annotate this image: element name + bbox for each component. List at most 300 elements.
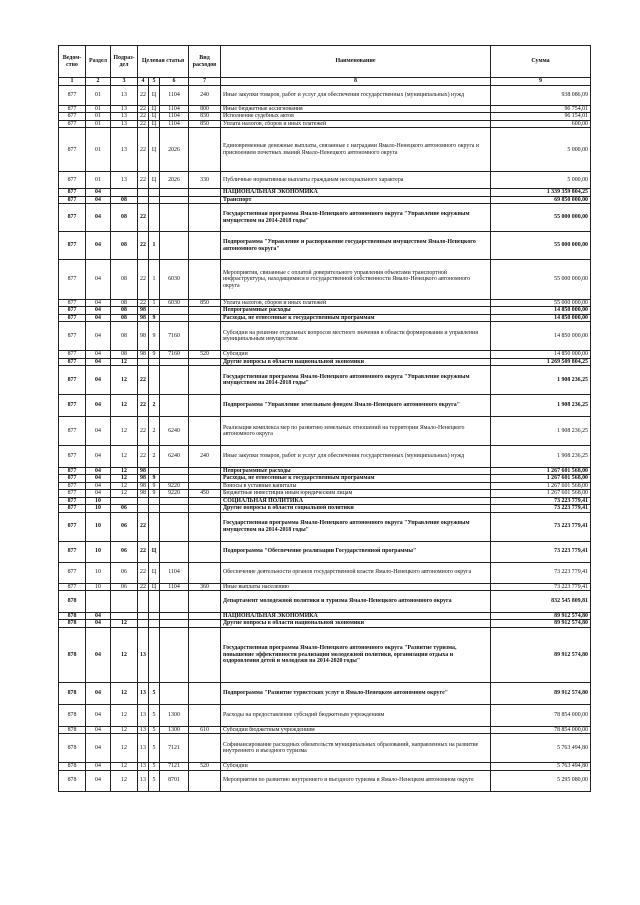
cell-vid: 450 [189,490,221,497]
cell-razdel: 10 [86,583,111,590]
cell-vid [189,307,221,314]
cell-ved: 877 [59,322,86,351]
cell-name: Уплата налогов, сборов и иных платежей [221,120,491,127]
cell-name: Бюджетные инвестиции иным юридическим лицам [221,490,491,497]
cell-ved: 877 [59,417,86,446]
cell-podrazdel [111,497,138,504]
cell-podrazdel: 08 [111,322,138,351]
cell-ved: 877 [59,583,86,590]
cell-razdel: 04 [86,314,111,321]
col-num: 5 [149,78,160,86]
cell-razdel: 04 [86,307,111,314]
cell-target-1: 22 [138,541,149,562]
cell-target-1: 22 [138,562,149,583]
cell-razdel: 04 [86,627,111,682]
col-num: 8 [221,78,491,86]
cell-ved: 877 [59,113,86,120]
cell-target-1: 13 [138,734,149,763]
cell-target-1 [138,358,149,365]
cell-target-1: 98 [138,307,149,314]
cell-podrazdel [111,189,138,196]
cell-sum: 14 850 000,00 [491,314,591,321]
cell-target-2: 1 [149,260,160,300]
table-row [59,590,591,612]
cell-name: СОЦИАЛЬНАЯ ПОЛИТИКА [221,497,491,504]
cell-vid: 610 [189,726,221,733]
cell-vid [189,512,221,541]
cell-razdel: 04 [86,196,111,203]
cell-vid [189,128,221,172]
cell-target-3: 1104 [160,86,189,106]
cell-ved: 877 [59,351,86,358]
cell-target-2 [149,620,160,627]
cell-vid [189,260,221,300]
cell-razdel: 01 [86,172,111,189]
cell-podrazdel: 12 [111,395,138,417]
cell-name: Публичные нормативные выплаты гражданам несоциального характера [221,172,491,189]
cell-vid: 850 [189,120,221,127]
cell-target-3 [160,505,189,512]
cell-podrazdel: 12 [111,620,138,627]
header-ved: Ведом-ство [59,46,86,78]
cell-target-1: 22 [138,446,149,468]
col-num: 4 [138,78,149,86]
cell-sum: 73 223 779,41 [491,541,591,562]
cell-sum: 14 850 000,00 [491,307,591,314]
cell-ved: 877 [59,475,86,482]
cell-target-3: 1104 [160,562,189,583]
cell-target-1: 98 [138,482,149,489]
cell-ved: 877 [59,86,86,106]
table-row [59,627,591,682]
cell-ved: 877 [59,106,86,113]
table-row [59,128,591,172]
table-row [59,300,591,307]
cell-target-3: 9220 [160,490,189,497]
table-row [59,106,591,113]
cell-podrazdel: 12 [111,704,138,726]
cell-vid [189,322,221,351]
cell-razdel: 04 [86,395,111,417]
cell-sum: 73 223 779,41 [491,583,591,590]
cell-name: Государственная программа Ямало-Ненецкого автономного округа "Управление окружным имуществом на 2014-2018 годы" [221,366,491,395]
cell-target-2 [149,627,160,682]
cell-vid [189,627,221,682]
cell-sum: 938 086,09 [491,86,591,106]
cell-ved: 878 [59,627,86,682]
cell-podrazdel: 12 [111,734,138,763]
table-row [59,612,591,619]
table-row [59,260,591,300]
cell-podrazdel: 12 [111,682,138,704]
cell-target-3: 7121 [160,763,189,770]
table-row [59,172,591,189]
cell-ved: 877 [59,314,86,321]
cell-target-3: 1104 [160,113,189,120]
cell-podrazdel: 12 [111,482,138,489]
cell-target-1: 22 [138,120,149,127]
header-row [59,46,591,78]
table-row [59,232,591,260]
cell-target-3: 9220 [160,482,189,489]
cell-name: Подпрограмма "Управление земельным фондом Ямало-Ненецкого автономного округа" [221,395,491,417]
cell-sum: 5 000,00 [491,172,591,189]
table-row [59,704,591,726]
header-celevaya: Целевая статья [138,46,189,78]
cell-target-1: 98 [138,322,149,351]
cell-razdel: 04 [86,446,111,468]
cell-podrazdel: 08 [111,300,138,307]
cell-target-1: 22 [138,366,149,395]
cell-name: Подпрограмма "Развитие туристских услуг в Ямало-Ненецком автономном округе" [221,682,491,704]
cell-ved: 877 [59,196,86,203]
cell-vid: 240 [189,86,221,106]
cell-podrazdel: 13 [111,172,138,189]
table-row [59,734,591,763]
cell-sum: 1 267 601 568,00 [491,468,591,475]
cell-name: Государственная программа Ямало-Ненецкого автономного округа "Управление окружным имуществом на 2014-2018 годы" [221,204,491,232]
cell-podrazdel: 12 [111,417,138,446]
table-row [59,314,591,321]
table-row [59,417,591,446]
cell-target-3 [160,590,189,612]
cell-ved: 877 [59,307,86,314]
cell-target-2 [149,366,160,395]
cell-vid [189,541,221,562]
cell-name: Реализация комплекса мер по развитию земельных отношений на территории Ямало-Ненецкого автономного округа [221,417,491,446]
cell-vid [189,417,221,446]
cell-target-2: 9 [149,322,160,351]
cell-target-1: 22 [138,260,149,300]
cell-sum: 14 850 000,00 [491,351,591,358]
cell-vid [189,562,221,583]
cell-podrazdel: 12 [111,490,138,497]
cell-target-3: 7121 [160,734,189,763]
cell-target-1 [138,497,149,504]
cell-razdel: 01 [86,113,111,120]
cell-target-2: 2 [149,417,160,446]
cell-razdel: 10 [86,512,111,541]
cell-podrazdel: 12 [111,770,138,791]
cell-target-2: Ц [149,106,160,113]
cell-target-3 [160,475,189,482]
cell-razdel: 04 [86,770,111,791]
cell-name: НАЦИОНАЛЬНАЯ ЭКОНОМИКА [221,189,491,196]
cell-vid [189,497,221,504]
cell-name: Расходы на предоставление субсидий бюджетным учреждениям [221,704,491,726]
cell-target-1: 98 [138,475,149,482]
cell-target-2: 9 [149,482,160,489]
cell-name: Субсидии на решение отдельных вопросов местного значения в области формирования и управления муниципальным имуществом [221,322,491,351]
cell-razdel: 04 [86,763,111,770]
cell-vid: 830 [189,113,221,120]
cell-name: Взносы в уставные капиталы [221,482,491,489]
cell-ved: 877 [59,300,86,307]
cell-podrazdel: 13 [111,106,138,113]
cell-sum: 1 908 236,25 [491,417,591,446]
cell-vid [189,314,221,321]
cell-vid: 520 [189,351,221,358]
cell-razdel: 04 [86,682,111,704]
cell-razdel: 04 [86,620,111,627]
cell-target-3 [160,612,189,619]
cell-podrazdel: 12 [111,366,138,395]
cell-vid [189,358,221,365]
cell-razdel: 04 [86,734,111,763]
cell-target-2: 5 [149,704,160,726]
cell-target-3: 7160 [160,351,189,358]
cell-target-3: 2026 [160,128,189,172]
cell-target-1 [138,196,149,203]
cell-ved: 878 [59,734,86,763]
cell-razdel: 04 [86,612,111,619]
cell-target-1: 98 [138,314,149,321]
cell-name: Иные бюджетные ассигнования [221,106,491,113]
cell-vid [189,734,221,763]
header-summa: Сумма [491,46,591,78]
cell-target-1: 22 [138,417,149,446]
cell-razdel: 10 [86,497,111,504]
cell-target-2 [149,358,160,365]
cell-target-1: 22 [138,583,149,590]
cell-sum: 832 545 809,81 [491,590,591,612]
cell-name: Субсидии [221,351,491,358]
header-naim: Наименование [221,46,491,78]
cell-vid [189,366,221,395]
cell-target-1: 22 [138,232,149,260]
cell-target-2 [149,497,160,504]
cell-target-3 [160,307,189,314]
cell-podrazdel: 06 [111,562,138,583]
cell-name: Расходы, не отнесенные к государственным программам [221,475,491,482]
table-row [59,366,591,395]
cell-razdel: 04 [86,417,111,446]
cell-sum: 14 850 000,00 [491,322,591,351]
cell-sum: 1 339 359 804,25 [491,189,591,196]
cell-target-1 [138,620,149,627]
table-row [59,490,591,497]
cell-vid [189,189,221,196]
cell-target-1 [138,612,149,619]
cell-target-2: Ц [149,128,160,172]
cell-target-2: 5 [149,770,160,791]
cell-ved: 877 [59,395,86,417]
cell-name: Непрограммные расходы [221,468,491,475]
cell-target-3 [160,189,189,196]
cell-podrazdel: 06 [111,505,138,512]
cell-sum: 1 267 601 568,00 [491,475,591,482]
cell-podrazdel: 06 [111,541,138,562]
cell-target-1: 22 [138,86,149,106]
cell-target-1: 13 [138,770,149,791]
cell-name: Другие вопросы в области национальной экономики [221,620,491,627]
cell-target-1: 22 [138,172,149,189]
cell-ved: 877 [59,512,86,541]
cell-sum: 55 000 000,00 [491,232,591,260]
cell-target-2: 9 [149,475,160,482]
cell-ved: 878 [59,620,86,627]
cell-target-2 [149,204,160,232]
cell-target-1: 13 [138,704,149,726]
table-row [59,446,591,468]
cell-target-3: 1104 [160,583,189,590]
cell-ved: 878 [59,763,86,770]
cell-vid [189,682,221,704]
cell-target-2 [149,196,160,203]
cell-target-3 [160,541,189,562]
cell-name: Иные закупки товаров, работ и услуг для обеспечения государственных (муниципальных) нужд [221,446,491,468]
cell-podrazdel: 13 [111,128,138,172]
cell-target-1 [138,590,149,612]
cell-vid: 850 [189,300,221,307]
cell-sum: 78 854 000,00 [491,704,591,726]
cell-name: Исполнение судебных актов [221,113,491,120]
cell-sum: 96 754,01 [491,106,591,113]
table-row [59,113,591,120]
cell-target-3: 1300 [160,704,189,726]
table-row [59,351,591,358]
cell-vid: 240 [189,446,221,468]
cell-podrazdel: 08 [111,204,138,232]
cell-sum: 1 908 236,25 [491,366,591,395]
header-vid: Вид расходов [189,46,221,78]
cell-sum: 96 154,01 [491,113,591,120]
table-row [59,682,591,704]
cell-target-3 [160,468,189,475]
table-row [59,482,591,489]
table-row [59,475,591,482]
cell-target-2 [149,612,160,619]
cell-ved: 878 [59,726,86,733]
cell-podrazdel: 08 [111,260,138,300]
cell-target-2 [149,307,160,314]
cell-ved: 878 [59,682,86,704]
cell-razdel: 04 [86,726,111,733]
cell-podrazdel: 12 [111,763,138,770]
cell-sum: 1 269 509 804,25 [491,358,591,365]
cell-target-3 [160,358,189,365]
cell-vid [189,482,221,489]
cell-sum: 5 000,00 [491,128,591,172]
cell-sum: 78 854 000,00 [491,726,591,733]
cell-sum: 55 000 000,00 [491,300,591,307]
cell-ved: 877 [59,497,86,504]
budget-table [58,45,591,792]
cell-ved: 878 [59,770,86,791]
cell-razdel: 04 [86,475,111,482]
cell-razdel: 04 [86,232,111,260]
cell-podrazdel [111,612,138,619]
cell-target-1: 22 [138,395,149,417]
cell-target-2: 1 [149,232,160,260]
cell-sum: 89 912 574,80 [491,682,591,704]
cell-name: Непрограммные расходы [221,307,491,314]
cell-target-2 [149,189,160,196]
table-row [59,468,591,475]
cell-target-1 [138,189,149,196]
cell-name: Единовременные денежные выплаты, связанные с наградами Ямало-Ненецкого автономного округа и присвоением почетных званий Ямало-Ненецкого автономного округа [221,128,491,172]
cell-name: Расходы, не отнесенные к государственным программам [221,314,491,321]
cell-vid [189,395,221,417]
cell-ved: 877 [59,128,86,172]
cell-target-1: 98 [138,490,149,497]
cell-target-1: 13 [138,763,149,770]
cell-name: Государственная программа Ямало-Ненецкого автономного округа "Управление окружным имуществом на 2014-2018 годы" [221,512,491,541]
table-row [59,395,591,417]
cell-podrazdel: 08 [111,307,138,314]
cell-target-3: 6240 [160,417,189,446]
table-row [59,583,591,590]
cell-ved: 878 [59,612,86,619]
cell-target-3: 7160 [160,322,189,351]
cell-podrazdel: 08 [111,314,138,321]
cell-target-1: 98 [138,351,149,358]
table-row [59,86,591,106]
cell-ved: 877 [59,189,86,196]
cell-sum: 1 908 236,25 [491,395,591,417]
cell-target-2: 9 [149,351,160,358]
cell-name: Субсидии бюджетным учреждениям [221,726,491,733]
cell-podrazdel: 12 [111,446,138,468]
cell-target-3: 6030 [160,260,189,300]
cell-target-2: Ц [149,583,160,590]
cell-podrazdel: 13 [111,86,138,106]
col-num: 1 [59,78,86,86]
cell-razdel: 04 [86,204,111,232]
cell-target-2: 5 [149,763,160,770]
cell-podrazdel: 13 [111,120,138,127]
cell-podrazdel: 13 [111,113,138,120]
table-row [59,726,591,733]
cell-target-3 [160,512,189,541]
cell-podrazdel: 08 [111,196,138,203]
cell-ved: 877 [59,172,86,189]
cell-vid [189,590,221,612]
cell-target-3 [160,682,189,704]
cell-target-2: Ц [149,562,160,583]
cell-razdel: 01 [86,86,111,106]
cell-name: Мероприятия, связанные с оплатой доверительного управления объектами транспортной инфраструктуры, находящимися в государственной собственности Ямало-Ненецкого автономного округа [221,260,491,300]
cell-vid [189,704,221,726]
cell-target-2: 2 [149,446,160,468]
cell-target-3 [160,620,189,627]
cell-target-2: 5 [149,734,160,763]
cell-target-3 [160,232,189,260]
cell-razdel: 04 [86,490,111,497]
cell-vid [189,770,221,791]
cell-podrazdel: 12 [111,468,138,475]
cell-target-2: Ц [149,120,160,127]
cell-vid: 520 [189,763,221,770]
cell-target-3 [160,196,189,203]
cell-razdel: 10 [86,562,111,583]
cell-vid: 800 [189,106,221,113]
col-num: 3 [111,78,138,86]
cell-sum: 89 912 574,80 [491,612,591,619]
cell-ved: 877 [59,232,86,260]
cell-sum: 5 295 080,00 [491,770,591,791]
table-row [59,620,591,627]
cell-target-3: 1300 [160,726,189,733]
cell-razdel: 01 [86,128,111,172]
cell-razdel: 04 [86,300,111,307]
cell-razdel: 04 [86,260,111,300]
budget-document [58,45,590,792]
cell-name: Иные закупки товаров, работ и услуг для обеспечения государственных (муниципальных) нужд [221,86,491,106]
cell-target-1: 22 [138,512,149,541]
cell-name: Иные выплаты населению [221,583,491,590]
cell-razdel: 01 [86,120,111,127]
